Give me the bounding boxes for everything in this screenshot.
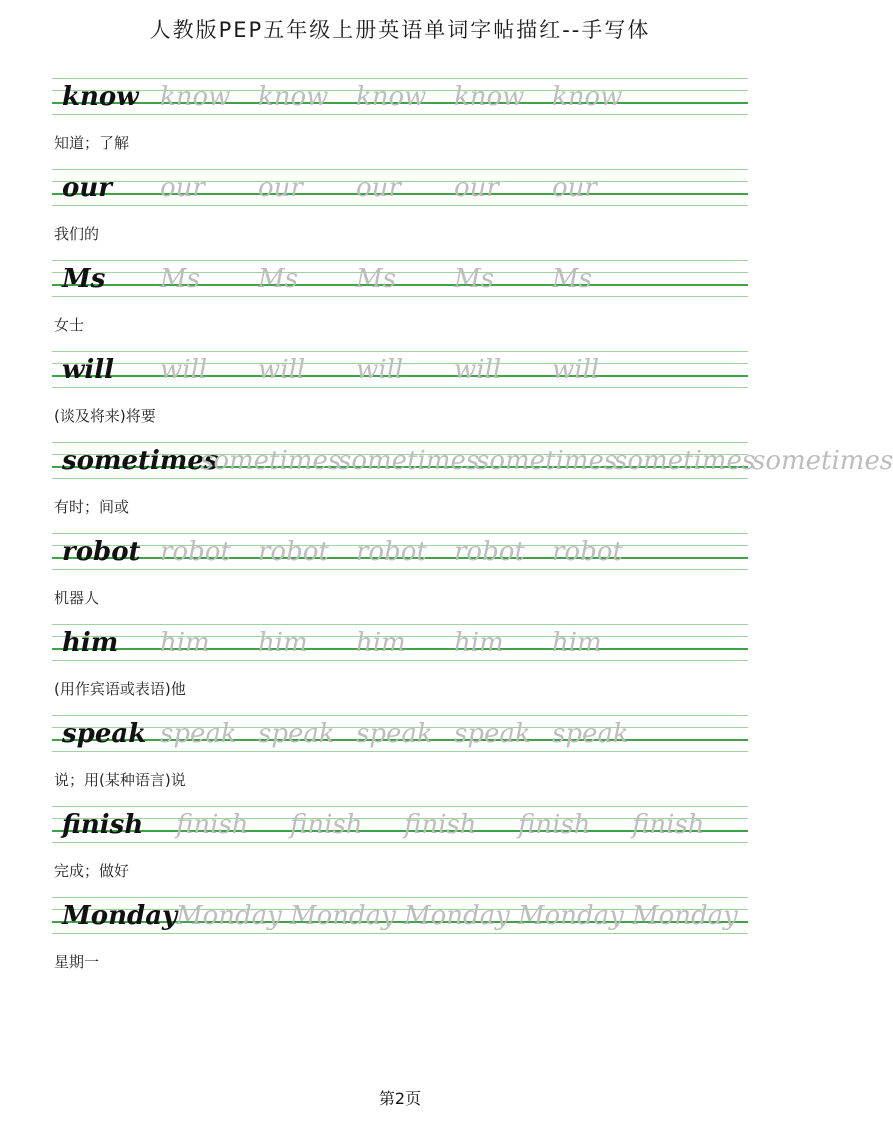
trace-word: him [356,628,406,658]
trace-word: our [258,173,303,203]
word-line [52,809,748,845]
word-line [52,445,893,481]
word-line [52,81,748,117]
trace-word: our [160,173,205,203]
trace-word: robot [356,537,427,567]
trace-word: will [552,355,600,385]
trace-word: Ms [552,264,592,294]
word-line [52,718,748,754]
model-word: Ms [62,264,106,294]
trace-word: robot [258,537,329,567]
guide-line [52,715,748,716]
guide-line [52,897,748,898]
trace-word: sometimes [338,446,480,476]
model-word: know [62,82,139,112]
trace-word: sometimes [614,446,756,476]
page-title: 人教版PEP五年级上册英语单词字帖描红--手写体 [149,18,651,42]
trace-word: Monday [290,901,396,931]
trace-word: our [454,173,499,203]
trace-word: Ms [356,264,396,294]
trace-word: Monday [518,901,624,931]
guide-line [52,260,748,261]
trace-word: will [160,355,208,385]
trace-word: finish [404,810,477,840]
trace-word: know [356,82,427,112]
word-line [52,354,748,390]
model-word: sometimes [62,446,219,476]
trace-word: Monday [404,901,510,931]
model-word: finish [62,810,144,840]
word-meaning: 说；用(某种语言)说 [54,771,186,789]
word-meaning: (用作宾语或表语)他 [54,680,186,698]
trace-word: sometimes [752,446,893,476]
trace-word: robot [454,537,525,567]
word-meaning: 机器人 [54,589,100,607]
word-line [52,536,748,572]
trace-word: speak [258,719,335,749]
trace-word: know [160,82,231,112]
word-meaning: 完成；做好 [54,862,130,880]
word-meaning: 知道；了解 [54,134,130,152]
word-meaning: 女士 [54,316,85,334]
word-entry [52,78,748,168]
trace-word: know [454,82,525,112]
page-number: 第2页 [378,1089,422,1108]
trace-word: him [454,628,504,658]
guide-line [52,533,748,534]
word-entry [52,806,748,896]
trace-word: finish [290,810,363,840]
trace-word: will [258,355,306,385]
trace-word: speak [356,719,433,749]
guide-line [52,806,748,807]
word-entry [52,442,893,532]
trace-word: speak [552,719,629,749]
guide-line [52,624,748,625]
trace-word: robot [160,537,231,567]
word-meaning: 我们的 [54,225,100,243]
trace-word: our [552,173,597,203]
trace-word: him [160,628,210,658]
model-word: him [62,628,119,658]
model-word: speak [62,719,147,749]
guide-line [52,351,748,352]
word-meaning: (谈及将来)将要 [54,407,156,425]
guide-line [52,442,748,443]
trace-word: our [356,173,401,203]
word-entry [52,715,748,805]
trace-word: him [258,628,308,658]
trace-word: will [356,355,404,385]
word-line [52,900,748,936]
trace-word: robot [552,537,623,567]
trace-word: finish [518,810,591,840]
model-word: will [62,355,115,385]
word-meaning: 星期一 [54,953,100,971]
trace-word: finish [632,810,705,840]
trace-word: speak [454,719,531,749]
word-entry [52,169,748,259]
trace-word: know [552,82,623,112]
word-entry [52,351,748,441]
trace-word: Ms [258,264,298,294]
model-word: Monday [62,901,178,931]
word-entry [52,897,748,987]
guide-line [52,78,748,79]
trace-word: sometimes [476,446,618,476]
guide-line [52,169,748,170]
word-line [52,627,748,663]
trace-word: Ms [160,264,200,294]
word-entry [52,260,748,350]
word-entry [52,624,748,714]
trace-word: sometimes [200,446,342,476]
word-line [52,263,748,299]
trace-word: know [258,82,329,112]
trace-word: Ms [454,264,494,294]
trace-word: Monday [632,901,738,931]
word-entry [52,533,748,623]
trace-word: speak [160,719,237,749]
word-meaning: 有时；间或 [54,498,130,516]
word-line [52,172,748,208]
trace-word: Monday [176,901,282,931]
model-word: our [62,173,112,203]
trace-word: him [552,628,602,658]
model-word: robot [62,537,141,567]
trace-word: will [454,355,502,385]
trace-word: finish [176,810,249,840]
